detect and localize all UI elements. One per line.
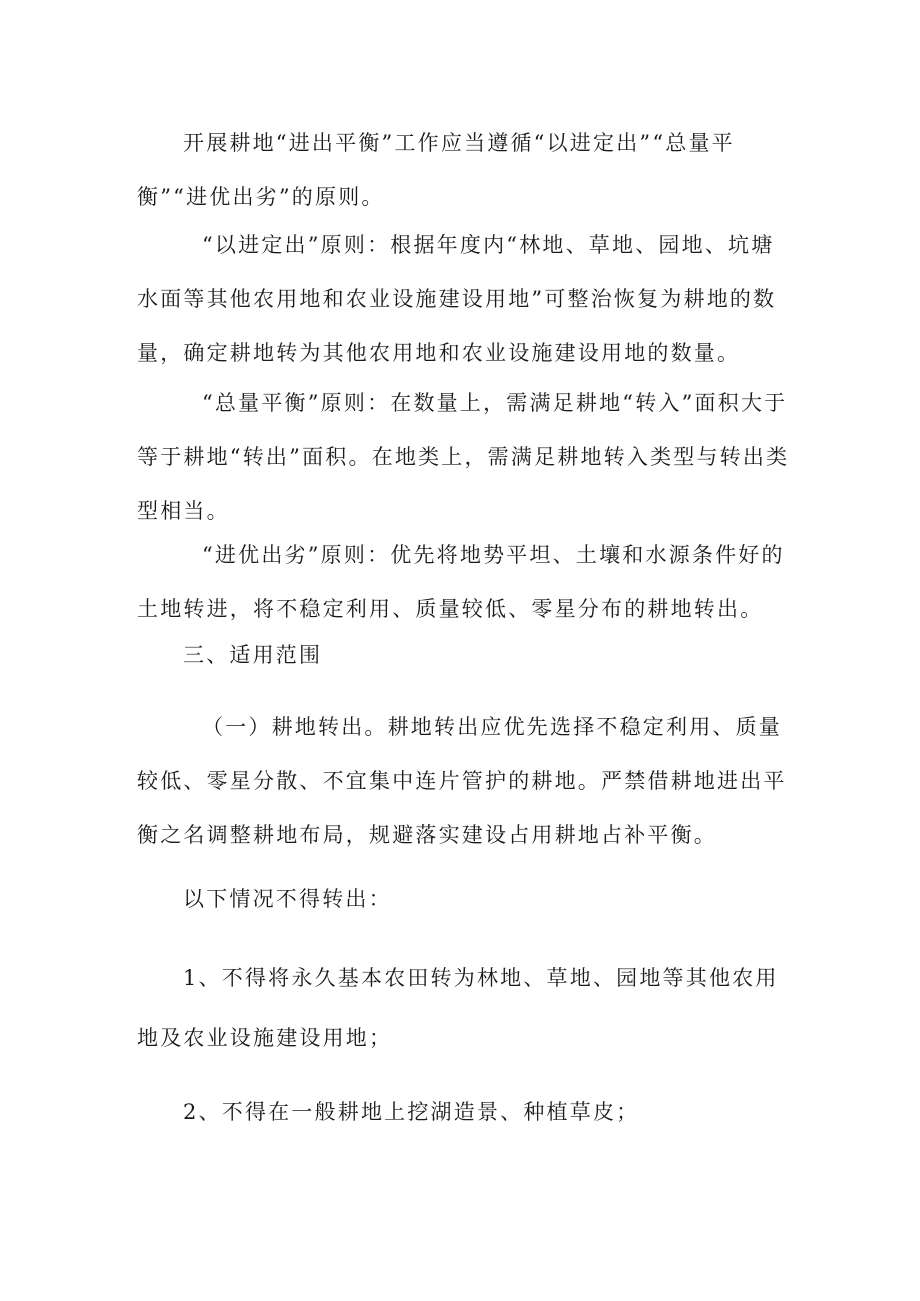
- paragraph-principle-input-determines-output: “以进定出”原则：根据年度内“林地、草地、园地、坑塘水面等其他农用地和农业设施建设用地”可整治恢复为耕地的数量，确定耕地转为其他农用地和农业设施建设用地的数量。: [137, 233, 777, 365]
- paragraph-farmland-transfer-out: （一）耕地转出。耕地转出应优先选择不稳定利用、质量较低、零星分散、不宜集中连片管护的耕地。严禁借耕地进出平衡之名调整耕地布局，规避落实建设占用耕地占补平衡。: [137, 715, 787, 847]
- section-heading-scope: 三、适用范围: [183, 643, 323, 667]
- list-item-prohibition-1: 1、不得将永久基本农田转为林地、草地、园地等其他农用地及农业设施建设用地；: [137, 966, 779, 1050]
- paragraph-principle-quality: “进优出劣”原则：优先将地势平坦、土壤和水源条件好的土地转进，将不稳定利用、质量较低、零星分布的耕地转出。: [137, 543, 785, 621]
- paragraph-prohibited-intro: 以下情况不得转出：: [183, 887, 392, 911]
- paragraph-principle-total-balance: “总量平衡”原则：在数量上，需满足耕地“转入”面积大于等于耕地“转出”面积。在地类上，需满足耕地转入类型与转出类型相当。: [137, 391, 790, 523]
- list-item-prohibition-2: 2、不得在一般耕地上挖湖造景、种植草皮；: [183, 1100, 640, 1124]
- paragraph-principles-intro: 开展耕地“进出平衡”工作应当遵循“以进定出”“总量平衡”“进优出劣”的原则。: [137, 131, 735, 209]
